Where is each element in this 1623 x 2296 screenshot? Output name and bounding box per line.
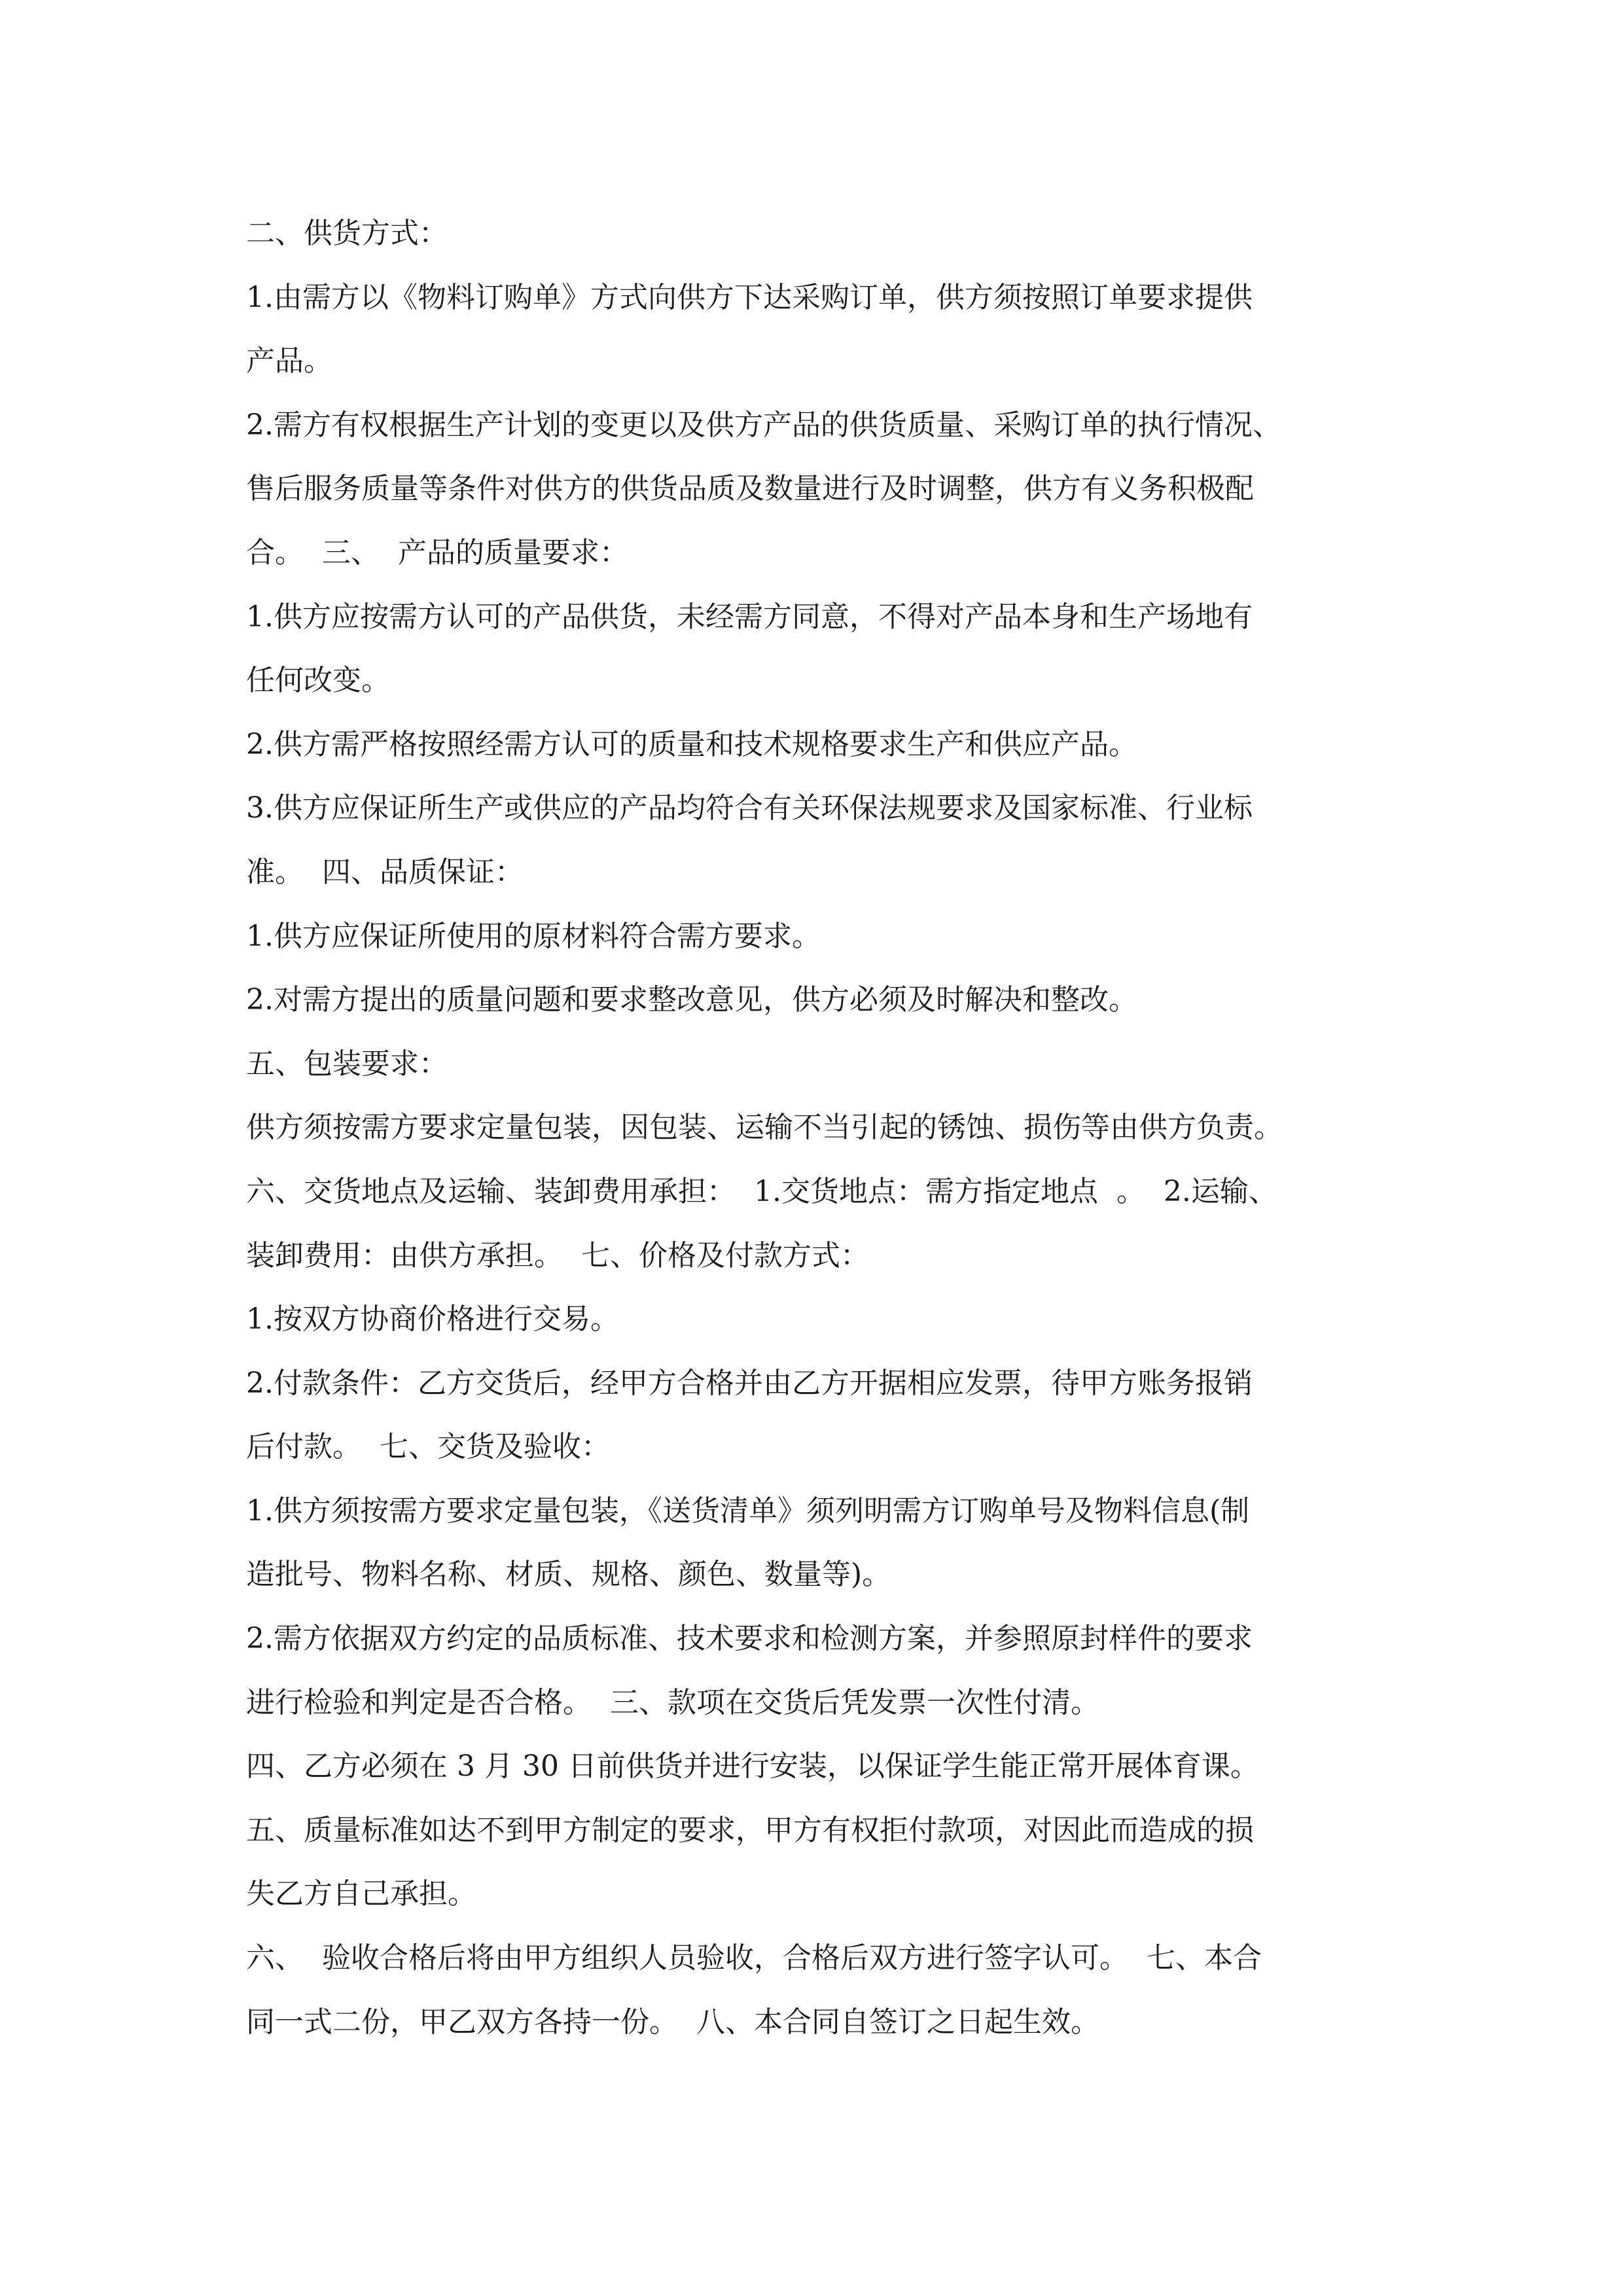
- text-line: 后付款。 七、交货及验收：: [246, 1430, 610, 1464]
- text-line: 2.对需方提出的质量问题和要求整改意见，供方必须及时解决和整改。: [246, 983, 1137, 1017]
- text-line: 同一式二份，甲乙双方各持一份。 八、本合同自签订之日起生效。: [246, 2005, 1099, 2039]
- text-line: 1.供方须按需方要求定量包装，《送货清单》须列明需方订购单号及物料信息(制: [246, 1494, 1250, 1528]
- text-line: 1.供方应保证所使用的原材料符合需方要求。: [246, 919, 821, 953]
- text-line: 六、交货地点及运输、装卸费用承担： 1.交货地点：需方指定地点 。 2.运输、: [246, 1174, 1277, 1208]
- text-line: 准。 四、品质保证：: [246, 855, 524, 889]
- text-line: 1.供方应按需方认可的产品供货，未经需方同意，不得对产品本身和生产场地有: [246, 600, 1253, 634]
- text-line: 进行检验和判定是否合格。 三、款项在交货后凭发票一次性付清。: [246, 1685, 1099, 1719]
- text-line: 1.按双方协商价格进行交易。: [246, 1302, 619, 1336]
- text-line: 2.需方有权根据生产计划的变更以及供方产品的供货质量、采购订单的执行情况、: [246, 408, 1281, 442]
- text-line: 合。 三、 产品的质量要求：: [246, 535, 628, 569]
- text-line: 供方须按需方要求定量包装，因包装、运输不当引起的锈蚀、损伤等由供方负责。: [246, 1111, 1283, 1145]
- text-line: 2.供方需严格按照经需方认可的质量和技术规格要求生产和供应产品。: [246, 727, 1137, 761]
- text-line: 2.付款条件：乙方交货后，经甲方合格并由乙方开据相应发票，待甲方账务报销: [246, 1366, 1253, 1400]
- text-line: 1.由需方以《物料订购单》方式向供方下达采购订单，供方须按照订单要求提供: [246, 280, 1253, 314]
- text-line: 四、乙方必须在 3 月 30 日前供货并进行安装，以保证学生能正常开展体育课。: [246, 1749, 1259, 1784]
- contract-text-body: [246, 202, 1398, 2054]
- text-line: 装卸费用：由供方承担。 七、价格及付款方式：: [246, 1238, 869, 1272]
- text-line: 五、质量标准如达不到甲方制定的要求，甲方有权拒付款项，对因此而造成的损: [246, 1813, 1254, 1847]
- text-line: 2.需方依据双方约定的品质标准、技术要求和检测方案，并参照原封样件的要求: [246, 1622, 1253, 1656]
- text-line: 五、包装要求：: [246, 1047, 448, 1081]
- text-line: 失乙方自己承担。: [246, 1877, 476, 1911]
- text-line: 造批号、物料名称、材质、规格、颜色、数量等)。: [246, 1558, 891, 1592]
- text-line: 任何改变。: [246, 664, 390, 698]
- text-line: 二、供货方式：: [246, 217, 448, 250]
- text-line: 六、 验收合格后将由甲方组织人员验收，合格后双方进行签字认可。 七、本合: [246, 1941, 1262, 1975]
- text-line: 产品。: [246, 344, 332, 378]
- text-line: 3.供方应保证所生产或供应的产品均符合有关环保法规要求及国家标准、行业标: [246, 791, 1253, 825]
- text-line: 售后服务质量等条件对供方的供货品质及数量进行及时调整，供方有义务积极配: [246, 472, 1254, 506]
